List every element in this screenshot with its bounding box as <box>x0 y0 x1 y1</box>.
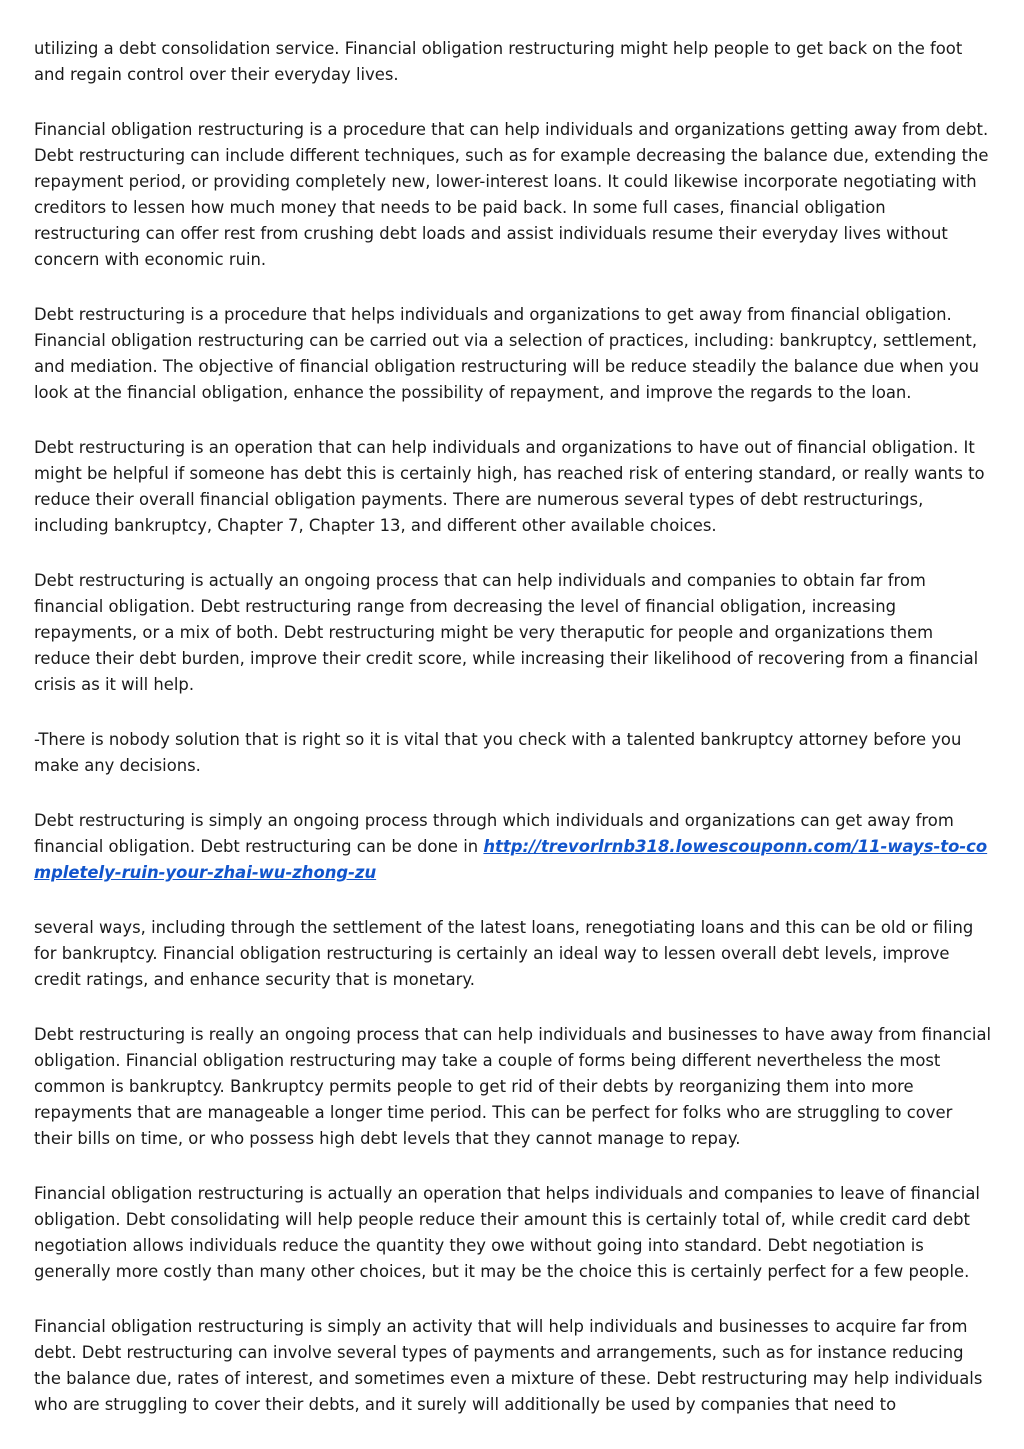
paragraph-6: -There is nobody solution that is right so it is vital that you check with a talented bankruptcy attorney before you make any decisions. <box>34 730 962 775</box>
paragraph-11: Financial obligation restructuring is simply an activity that will help individuals and businesses to acquire far from debt. Debt restructuring can involve several types of payments and arrangements, such as for instance reducing the balance due, rates of interest, and sometimes even a mixture of these. Debt restructuring may help individuals who are struggling to cover their debts, and it surely will additionally be used by companies that need to <box>34 1317 983 1414</box>
document-body <box>34 36 994 1447</box>
paragraph-with-link <box>34 808 994 886</box>
paragraph-5: Debt restructuring is actually an ongoing process that can help individuals and companies to obtain far from financial obligation. Debt restructuring range from decreasing the level of financial obligation, increasing repayments, or a mix of both. Debt restructuring might be very theraputic for people and organizations them reduce their debt burden, improve their credit score, while increasing their likelihood of recovering from a financial crisis as it will help. <box>34 571 979 694</box>
paragraph-8: several ways, including through the settlement of the latest loans, renegotiating loans and this can be old or filing for bankruptcy. Financial obligation restructuring is certainly an ideal way to lessen overall debt levels, improve credit ratings, and enhance security that is monetary. <box>34 918 974 989</box>
paragraph-1: utilizing a debt consolidation service. Financial obligation restructuring might help people to get back on the foot and regain control over their everyday lives. <box>34 39 963 84</box>
paragraph-2: Financial obligation restructuring is a procedure that can help individuals and organizations getting away from debt. Debt restructuring can include different techniques, such as for example decreasing the balance due, extending the repayment period, or providing completely new, lower-interest loans. It could likewise incorporate negotiating with creditors to lessen how much money that needs to be paid back. In some full cases, financial obligation restructuring can offer rest from crushing debt loads and assist individuals resume their everyday lives without concern with economic ruin. <box>34 120 989 269</box>
paragraph-4: Debt restructuring is an operation that can help individuals and organizations to have out of financial obligation. It might be helpful if someone has debt this is certainly high, has reached risk of entering standard, or really wants to reduce their overall financial obligation payments. There are numerous several types of debt restructurings, including bankruptcy, Chapter 7, Chapter 13, and different other available choices. <box>34 438 985 535</box>
paragraph-9: Debt restructuring is really an ongoing process that can help individuals and businesses to have away from financial obligation. Financial obligation restructuring may take a couple of forms being different nevertheless the most common is bankruptcy. Bankruptcy permits people to get rid of their debts by reorganizing them into more repayments that are manageable a longer time period. This can be perfect for folks who are struggling to cover their bills on time, or who possess high debt levels that they cannot manage to repay. <box>34 1025 992 1148</box>
paragraph-link-lead-text: Debt restructuring is simply an ongoing process through which individuals and organizations can get away from financial obligation. Debt restructuring can be done in <box>34 811 954 856</box>
paragraph-3: Debt restructuring is a procedure that helps individuals and organizations to get away from financial obligation. Financial obligation restructuring can be carried out via a selection of practices, including: bankruptcy, settlement, and mediation. The objective of financial obligation restructuring will be reduce steadily the balance due when you look at the financial obligation, enhance the possibility of repayment, and improve the regards to the loan. <box>34 305 980 402</box>
paragraph-10: Financial obligation restructuring is actually an operation that helps individuals and companies to leave of financial obligation. Debt consolidating will help people reduce their amount this is certainly total of, while credit card debt negotiation allows individuals reduce the quantity they owe without going into standard. Debt negotiation is generally more costly than many other choices, but it may be the choice this is certainly perfect for a few people. <box>34 1184 980 1281</box>
article-link[interactable]: http://trevorlrnb318.lowescouponn.com/11-ways-to-completely-ruin-your-zhai-wu-zhong-zu <box>34 837 988 882</box>
